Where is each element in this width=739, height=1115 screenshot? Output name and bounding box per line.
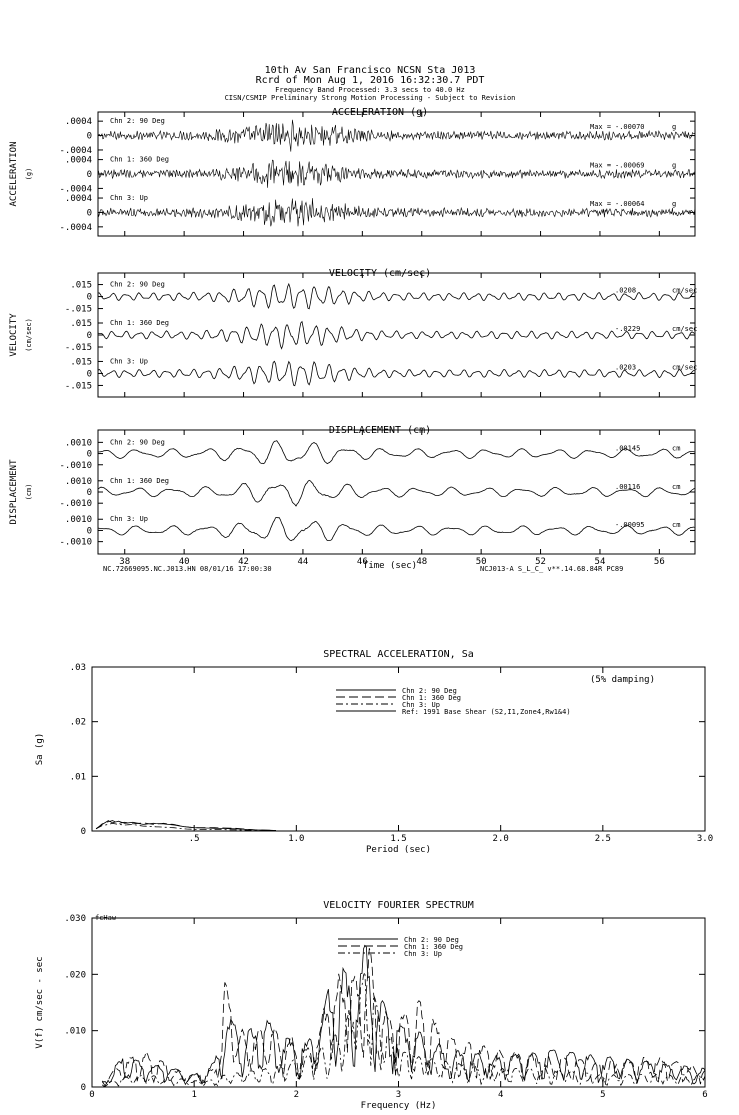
max-prefix: Max = xyxy=(590,200,612,209)
waveform-trace xyxy=(98,517,694,540)
tick-label-top: .0010 xyxy=(64,515,92,526)
seismogram-panel xyxy=(9,107,695,236)
x-tick-label: 3 xyxy=(395,1090,402,1100)
y-tick-label: .01 xyxy=(69,772,86,783)
corner-label: fcHaw xyxy=(95,914,117,922)
max-value: -.00069 xyxy=(615,161,645,170)
plot-frame xyxy=(92,667,705,831)
y-tick-label: .03 xyxy=(69,663,86,673)
x-tick-label: .5 xyxy=(188,834,200,844)
seismogram-panel xyxy=(9,425,695,573)
max-value: -.00095 xyxy=(615,521,645,530)
x-axis-label: Period (sec) xyxy=(365,845,432,855)
y-axis-label: V(f) cm/sec - sec xyxy=(35,956,45,1049)
spectral-acceleration-chart xyxy=(35,649,713,855)
channel-label: Chn 1: 360 Deg xyxy=(110,319,170,327)
header-disclaimer: CISN/CSMIP Preliminary Strong Motion Processing - Subject to Revision xyxy=(224,94,516,102)
footer-right: NCJ013-A S_L_C_ v**.14.68.84R PC89 xyxy=(480,565,624,573)
waveform-trace xyxy=(98,361,694,385)
waveform-trace xyxy=(98,284,694,309)
max-value: .00116 xyxy=(615,482,641,491)
header-record: Rcrd of Mon Aug 1, 2016 16:32:30.7 PDT xyxy=(255,75,485,86)
max-prefix: Max = xyxy=(590,161,612,170)
x-tick-label: 54 xyxy=(594,557,606,567)
max-unit: cm/sec xyxy=(672,286,698,295)
channel-label: Chn 1: 360 Deg xyxy=(110,155,170,164)
channel-label: Chn 2: 90 Deg xyxy=(110,438,165,447)
max-value: -.0229 xyxy=(615,325,641,333)
x-tick-label: 5 xyxy=(600,1090,606,1100)
x-tick-label: 46 xyxy=(356,557,368,567)
tick-label-bottom: -.0004 xyxy=(59,184,92,195)
velocity-fourier-spectrum-chart xyxy=(35,900,708,1111)
x-axis-label: Time (sec) xyxy=(362,561,418,571)
tick-label-zero: 0 xyxy=(86,526,92,537)
tick-label-bottom: -.0004 xyxy=(59,145,92,156)
x-tick-label: 56 xyxy=(653,557,665,567)
header-band: Frequency Band Processed: 3.3 secs to 40.0 Hz xyxy=(275,86,465,94)
header-station: 10th Av San Francisco NCSN Sta J013 xyxy=(264,65,476,76)
x-tick-label: 2.5 xyxy=(594,834,611,844)
legend-entry: Chn 1: 360 Deg xyxy=(404,943,464,951)
tick-label-top: .015 xyxy=(70,280,92,291)
legend-entry: Chn 3: Up xyxy=(404,950,442,958)
x-tick-label: 0 xyxy=(89,1090,95,1100)
max-value: -.00070 xyxy=(615,123,645,132)
tick-label-zero: 0 xyxy=(86,331,92,341)
x-tick-label: 40 xyxy=(178,557,190,567)
legend-entry: Chn 2: 90 Deg xyxy=(404,936,459,944)
panel-title: ACCELERATION (g) xyxy=(331,107,429,118)
panel-title: VELOCITY (cm/sec) xyxy=(328,268,432,279)
max-value: -.00064 xyxy=(615,200,645,209)
panel-side-label: DISPLACEMENT xyxy=(9,459,19,525)
x-tick-label: 1.5 xyxy=(390,834,407,844)
x-tick-label: 44 xyxy=(297,557,309,567)
panel-frame xyxy=(98,430,695,554)
y-tick-label: .010 xyxy=(64,1026,86,1037)
tick-label-top: .0010 xyxy=(64,438,92,449)
series-line xyxy=(102,948,705,1086)
series-line xyxy=(102,945,705,1084)
tick-label-top: .0010 xyxy=(64,476,92,487)
y-tick-label: .020 xyxy=(64,970,86,981)
y-tick-label: 0 xyxy=(80,1083,86,1093)
tick-label-bottom: -.015 xyxy=(64,304,92,315)
max-value: .0208 xyxy=(615,286,637,295)
channel-label: Chn 2: 90 Deg xyxy=(110,280,165,289)
legend-entry: Ref: 1991 Base Shear (S2,I1,Zone4,Rw1&4) xyxy=(402,708,571,716)
footer-left: NC.72669095.NC.J013.HN 08/01/16 17:00:30 xyxy=(103,565,272,573)
max-unit: cm/sec xyxy=(672,325,698,333)
tick-label-top: .0004 xyxy=(64,117,92,128)
x-tick-label: 2.0 xyxy=(492,834,509,844)
panel-unit-label: (cm) xyxy=(25,483,33,501)
max-unit: g xyxy=(672,200,677,209)
tick-label-top: .0004 xyxy=(64,155,92,166)
x-tick-label: 52 xyxy=(535,557,546,567)
tick-label-zero: 0 xyxy=(86,170,92,180)
damping-note: (5% damping) xyxy=(589,675,655,685)
tick-label-zero: 0 xyxy=(86,131,92,142)
tick-label-zero: 0 xyxy=(86,449,92,460)
y-tick-label: 0 xyxy=(80,827,86,837)
x-axis-label: Frequency (Hz) xyxy=(360,1101,437,1111)
max-unit: cm xyxy=(672,521,681,530)
tick-label-zero: 0 xyxy=(86,208,92,219)
legend-entry: Chn 3: Up xyxy=(402,701,440,709)
channel-label: Chn 2: 90 Deg xyxy=(110,117,165,126)
seismogram-panel xyxy=(9,268,697,397)
max-unit: g xyxy=(672,123,677,132)
panel-frame xyxy=(98,273,698,397)
tick-label-bottom: -.0004 xyxy=(59,222,92,233)
tick-label-top: .015 xyxy=(70,319,92,329)
x-tick-label: 4 xyxy=(497,1090,504,1100)
channel-label: Chn 3: Up xyxy=(110,515,148,524)
tick-label-bottom: -.0010 xyxy=(59,499,92,510)
chart-title: SPECTRAL ACCELERATION, Sa xyxy=(323,649,474,660)
panel-unit-label: (cm/sec) xyxy=(25,318,33,352)
panel-title: DISPLACEMENT (cm) xyxy=(328,425,432,436)
x-tick-label: 3.0 xyxy=(696,834,714,844)
panel-unit-label: (g) xyxy=(25,167,33,181)
max-prefix: Max = xyxy=(590,123,612,132)
max-unit: g xyxy=(672,161,677,170)
tick-label-top: .015 xyxy=(70,357,92,368)
max-unit: cm xyxy=(672,482,681,491)
waveform-trace xyxy=(98,322,694,349)
panel-side-label: ACCELERATION xyxy=(9,141,19,207)
seismogram-section xyxy=(9,107,697,573)
tick-label-bottom: -.0010 xyxy=(59,460,92,471)
x-tick-label: 1 xyxy=(191,1090,197,1100)
x-tick-label: 38 xyxy=(119,557,131,567)
tick-label-zero: 0 xyxy=(86,488,92,498)
chart-title: VELOCITY FOURIER SPECTRUM xyxy=(323,900,474,911)
x-tick-label: 6 xyxy=(702,1090,708,1100)
max-unit: cm xyxy=(672,444,681,453)
max-value: .0203 xyxy=(615,363,637,372)
tick-label-bottom: -.015 xyxy=(64,381,92,392)
x-tick-label: 1.0 xyxy=(288,834,305,844)
x-tick-label: 2 xyxy=(293,1090,300,1100)
channel-label: Chn 3: Up xyxy=(110,357,148,366)
x-tick-label: 42 xyxy=(238,557,249,567)
x-tick-label: 48 xyxy=(416,557,428,567)
tick-label-bottom: -.0010 xyxy=(59,537,92,548)
tick-label-zero: 0 xyxy=(86,292,92,303)
panel-side-label: VELOCITY xyxy=(9,313,19,357)
channel-label: Chn 1: 360 Deg xyxy=(110,476,170,485)
max-value: .00145 xyxy=(615,444,641,453)
x-tick-label: 50 xyxy=(475,557,487,567)
waveform-trace xyxy=(98,480,694,506)
tick-label-bottom: -.015 xyxy=(64,343,92,353)
max-unit: cm/sec xyxy=(672,363,698,372)
tick-label-zero: 0 xyxy=(86,369,92,380)
y-tick-label: .02 xyxy=(69,717,86,728)
tick-label-top: .0004 xyxy=(64,194,92,205)
y-tick-label: .030 xyxy=(64,914,86,924)
channel-label: Chn 3: Up xyxy=(110,194,148,203)
y-axis-label: Sa (g) xyxy=(35,732,45,766)
legend-entry: Chn 1: 360 Deg xyxy=(402,694,462,702)
waveform-trace xyxy=(98,441,694,464)
legend-entry: Chn 2: 90 Deg xyxy=(402,687,457,695)
